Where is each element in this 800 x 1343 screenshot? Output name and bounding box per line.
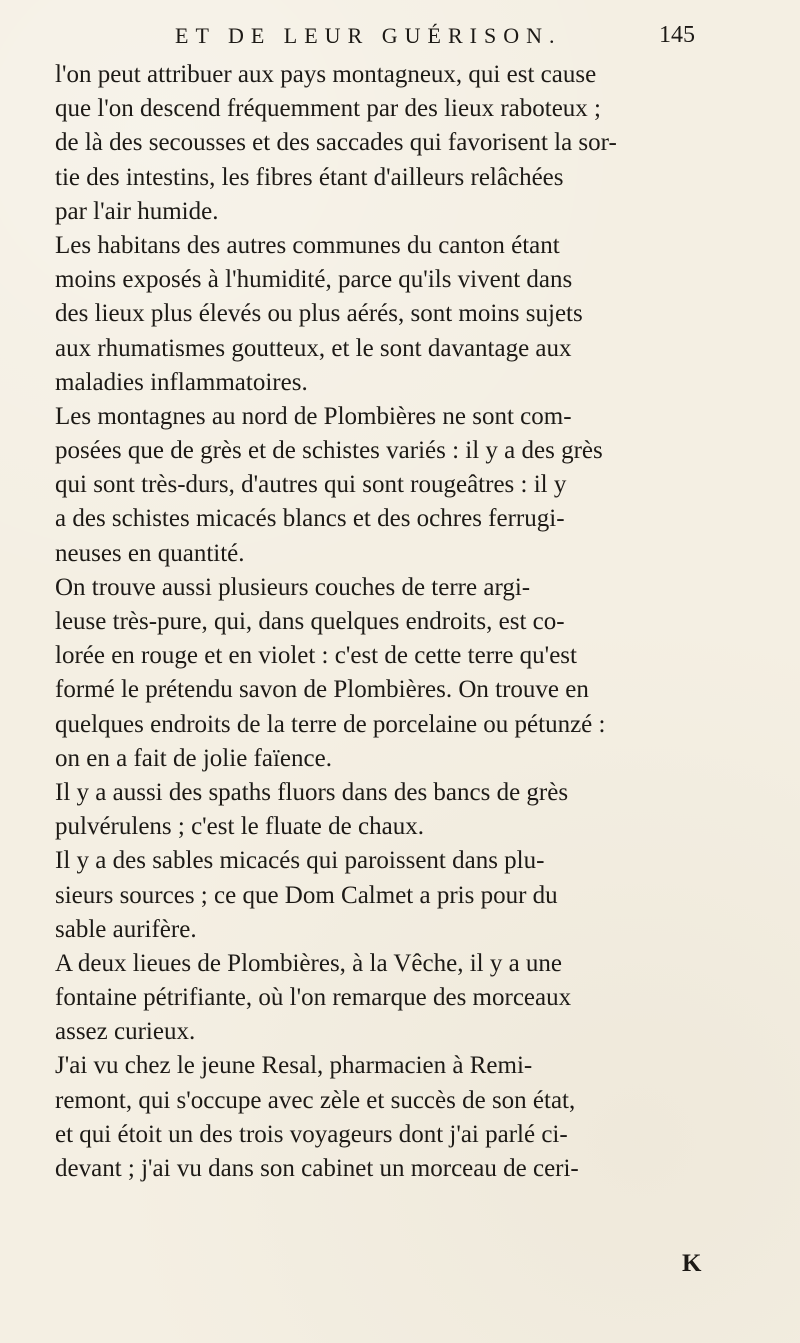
- text-line: pulvérulens ; c'est le fluate de chaux.: [55, 813, 424, 841]
- text-line: neuses en quantité.: [55, 539, 245, 567]
- text-line: l'on peut attribuer aux pays montagneux, qui est cause: [55, 61, 597, 88]
- text-line: remont, qui s'occupe avec zèle et succès de son état,: [55, 1086, 576, 1114]
- text-line: qui sont très-durs, d'autres qui sont rougeâtres : il y: [55, 471, 567, 499]
- text-line: a des schistes micacés blancs et des ochres ferrugi-: [55, 505, 565, 533]
- text-line: Il y a aussi des spaths fluors dans des bancs de grès: [55, 778, 569, 806]
- text-line: aux rhumatismes goutteux, et le sont davantage aux: [55, 334, 572, 362]
- text-line: sable aurifère.: [55, 915, 197, 943]
- body-text: [55, 58, 765, 1186]
- text-line: fontaine pétrifiante, où l'on remarque des morceaux: [55, 984, 572, 1012]
- text-line: et qui étoit un des trois voyageurs dont j'ai parlé ci-: [55, 1120, 568, 1148]
- text-line: devant ; j'ai vu dans son cabinet un morceau de ceri-: [55, 1155, 579, 1182]
- text-line: A deux lieues de Plombières, à la Vêche, il y a une: [55, 949, 563, 977]
- text-line: Les montagnes au nord de Plombières ne sont com-: [55, 402, 572, 430]
- text-line: de là des secousses et des saccades qui favorisent la sor-: [55, 129, 617, 157]
- signature-mark: K: [682, 1250, 702, 1277]
- text-line: des lieux plus élevés ou plus aérés, sont moins sujets: [55, 300, 583, 328]
- page-header: [175, 18, 695, 58]
- text-line: J'ai vu chez le jeune Resal, pharmacien à Remi-: [55, 1052, 533, 1080]
- text-line: assez curieux.: [55, 1018, 196, 1046]
- text-line: que l'on descend fréquemment par des lieux raboteux ;: [55, 95, 601, 123]
- text-line: On trouve aussi plusieurs couches de terre argi-: [55, 573, 531, 601]
- page-number: 145: [659, 22, 695, 48]
- text-line: quelques endroits de la terre de porcelaine ou pétunzé :: [55, 710, 606, 738]
- text-line: tie des intestins, les fibres étant d'ailleurs relâchées: [55, 163, 564, 191]
- text-line: Les habitans des autres communes du canton étant: [55, 231, 560, 259]
- text-line: sieurs sources ; ce que Dom Calmet a pris pour du: [55, 881, 558, 909]
- text-line: lorée en rouge et en violet : c'est de cette terre qu'est: [55, 642, 577, 670]
- text-line: posées que de grès et de schistes variés : il y a des grès: [55, 437, 603, 465]
- running-title: ET DE LEUR GUÉRISON.: [175, 23, 562, 48]
- text-line: leuse très-pure, qui, dans quelques endroits, est co-: [55, 608, 565, 635]
- text-line: maladies inflammatoires.: [55, 368, 308, 396]
- text-line: Il y a des sables micacés qui paroissent dans plu-: [55, 847, 545, 875]
- text-line: par l'air humide.: [55, 197, 219, 225]
- text-line: on en a fait de jolie faïence.: [55, 744, 332, 772]
- text-line: moins exposés à l'humidité, parce qu'ils vivent dans: [55, 266, 573, 294]
- text-line: formé le prétendu savon de Plombières. On trouve en: [55, 676, 589, 704]
